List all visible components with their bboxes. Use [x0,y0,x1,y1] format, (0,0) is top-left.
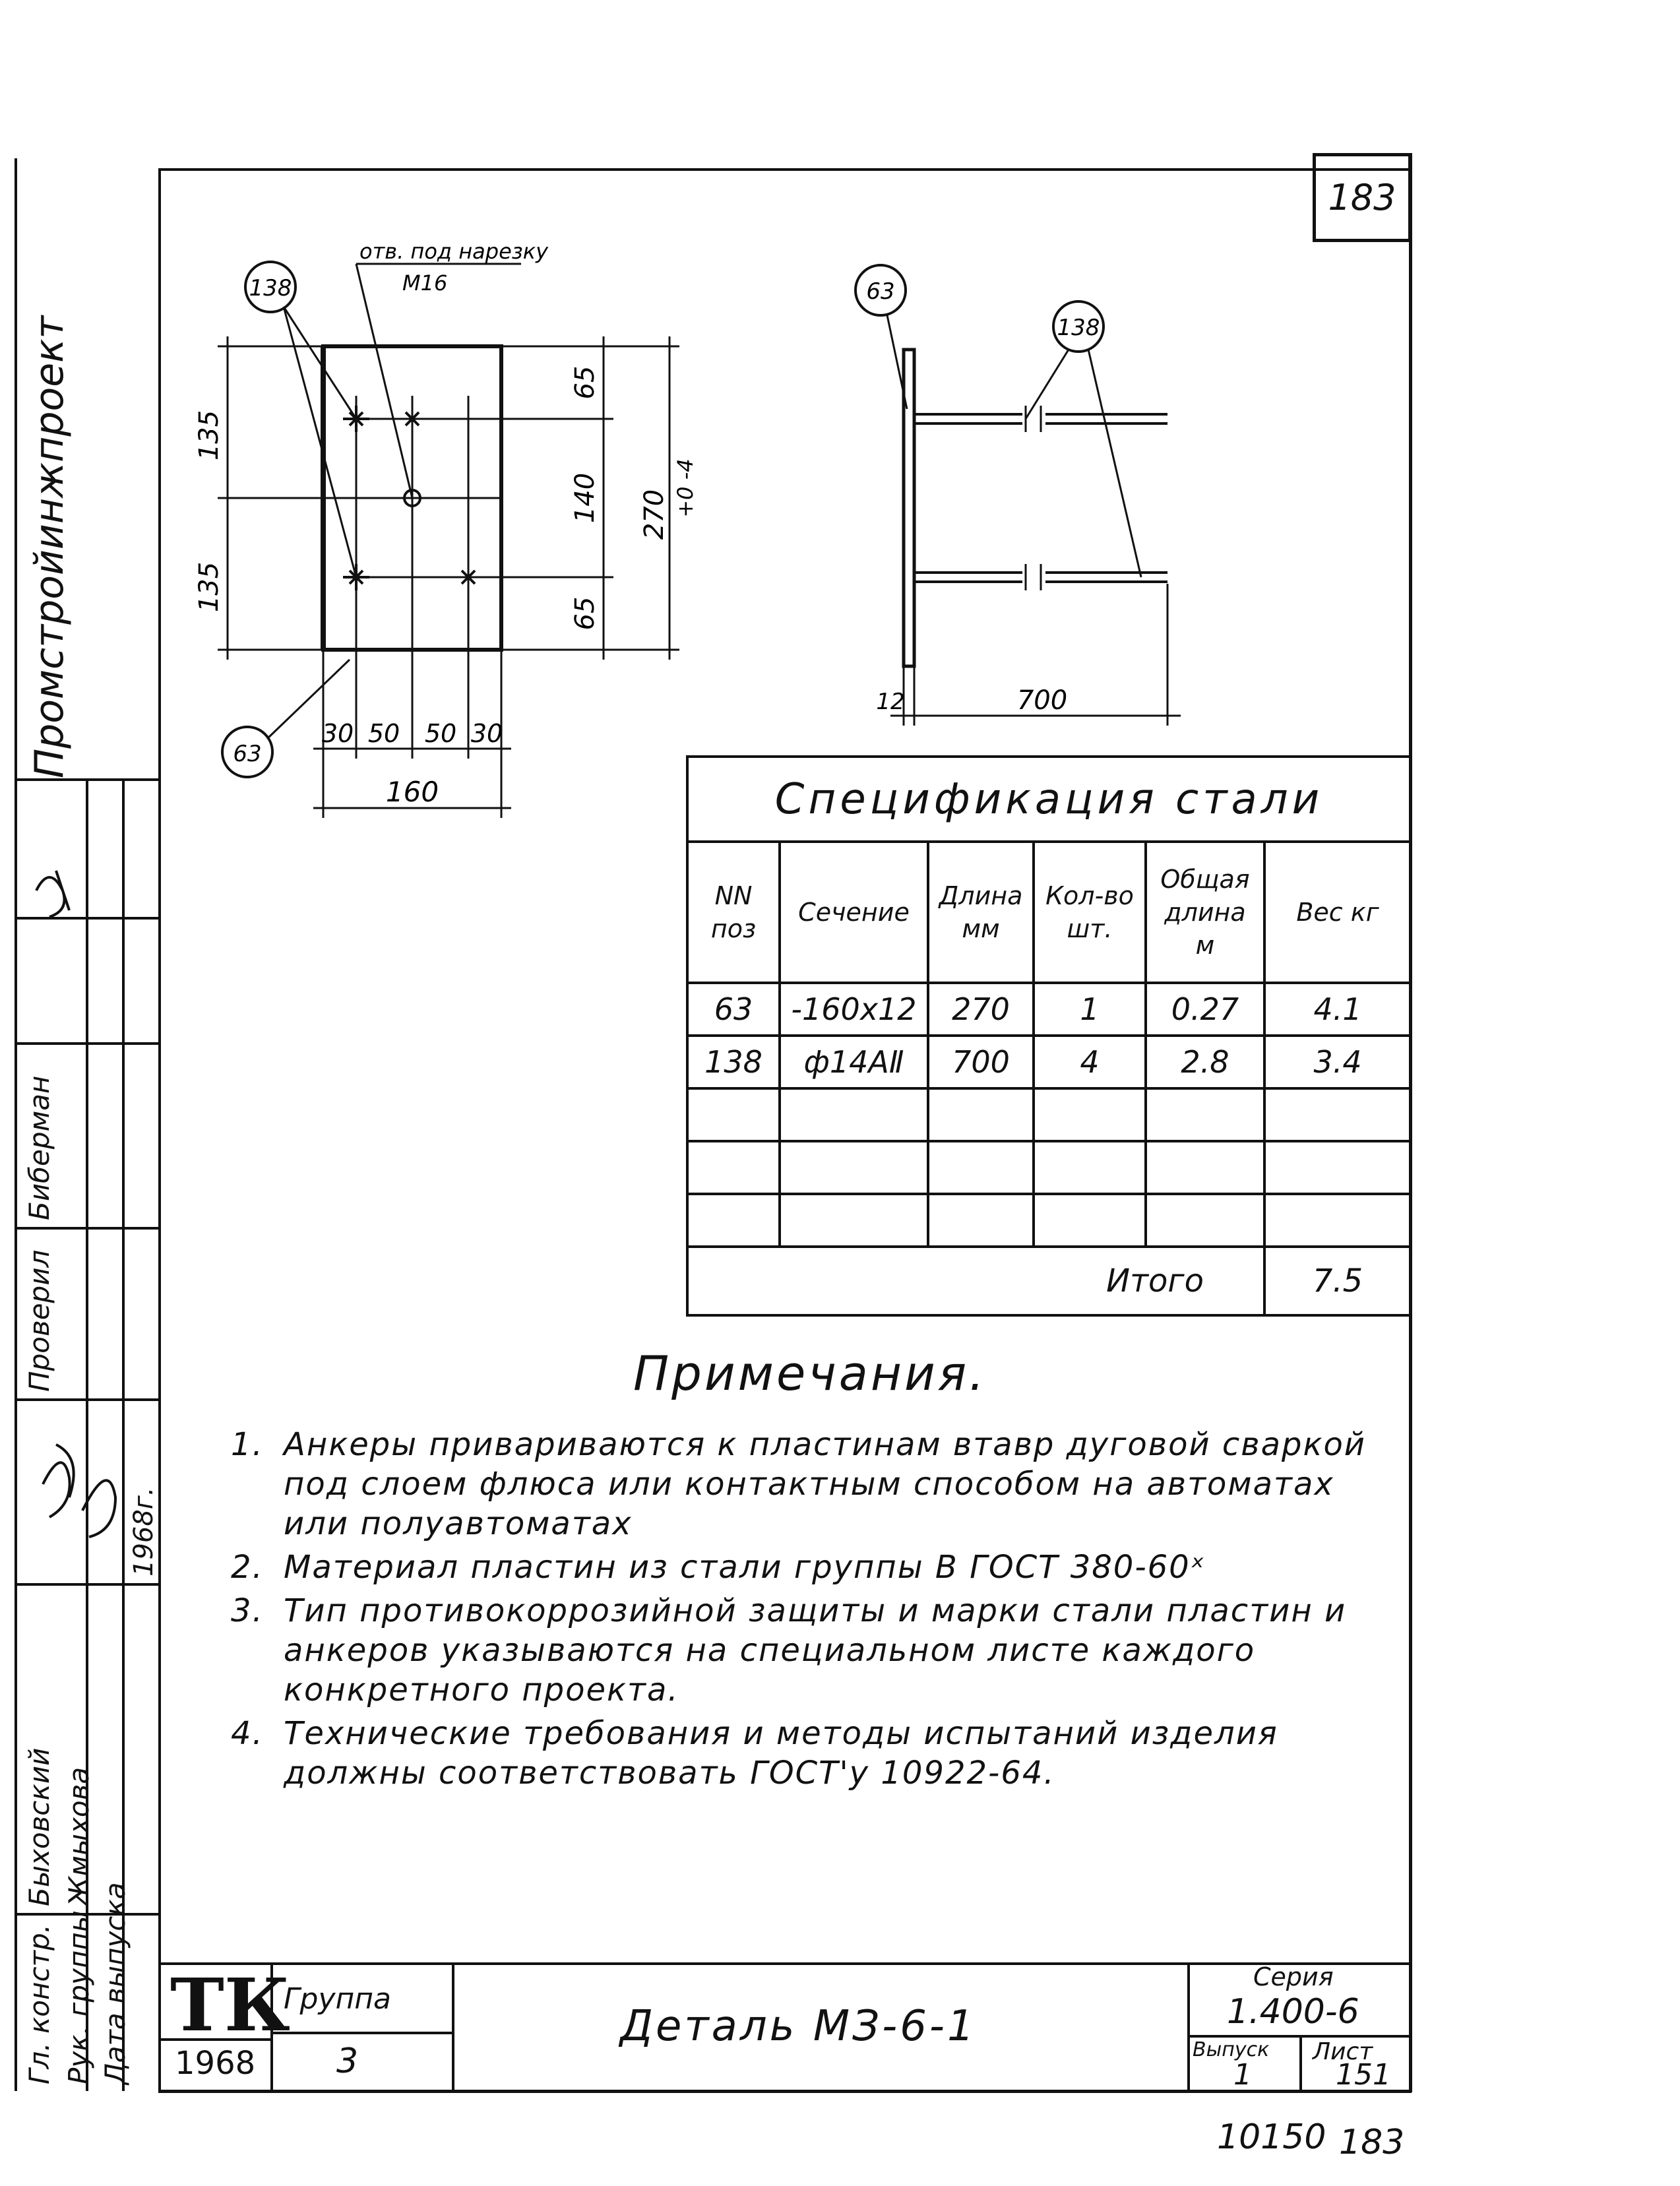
stamp-line [15,1583,160,1586]
table-cell [1264,1194,1411,1247]
page-number: 183 [1328,177,1396,218]
tb-sheet-value: 151 [1336,2058,1391,2092]
page-number-box [1313,153,1412,242]
total-row [687,1247,1411,1315]
table-cell [1146,1194,1264,1247]
table-cell [1034,1088,1146,1141]
side-view-drawing [824,251,1233,752]
table-cell: 700 [928,1036,1034,1088]
note-text: Материал пластин из стали группы В ГОСТ 380-60ˣ [284,1549,1206,1586]
table-cell: 270 [928,983,1034,1036]
note-number: 1. [231,1426,264,1463]
steel-spec-table [686,755,1412,1317]
table-cell [1264,1141,1411,1194]
callout-138-b: 138 [1057,315,1100,341]
dim-total: 270 [639,489,669,540]
table-cell [928,1088,1034,1141]
table-row [687,1141,1411,1194]
spec-header: NN поз [687,842,780,983]
stamp-col2-name: Биберман [23,1075,55,1220]
note-text: Технические требования и методы испытаний изделия должны соответствовать ГОСТ'у 10922-64. [284,1715,1278,1792]
note-item [231,1425,1392,1544]
dim-left-2: 135 [194,561,224,613]
table-cell [1034,1141,1146,1194]
table-cell: 1 [1034,983,1146,1036]
signature-scribbles [16,851,148,1577]
stamp-role-3: Дата выпуска [99,1882,131,2084]
spec-header: Вес кг [1264,842,1411,983]
notes-list [231,1425,1392,1793]
note-number: 2. [231,1549,264,1586]
tb-series-value: 1.400-6 [1227,1992,1359,2032]
dim-right-1: 65 [570,365,600,400]
table-row [687,1036,1411,1088]
stamp-role-1: Гл. констр. [23,1923,55,2084]
table-cell [687,1141,780,1194]
dim-bottom-1: 30 [321,719,354,748]
table-cell [780,1141,928,1194]
table-cell [1034,1194,1146,1247]
stamp-role-2: Рук. группы [63,1910,95,2084]
dim-bottom-3: 50 [424,719,457,748]
dim-width: 160 [385,776,439,808]
table-cell: -160х12 [780,983,928,1036]
table-cell [687,1194,780,1247]
table-cell [928,1194,1034,1247]
table-cell: 4.1 [1264,983,1411,1036]
table-cell: 138 [687,1036,780,1088]
table-cell: 63 [687,983,780,1036]
tb-group-label: Группа [284,1982,391,2016]
table-cell [780,1194,928,1247]
spec-header: Общая длина м [1146,842,1264,983]
table-cell: 0.27 [1146,983,1264,1036]
dim-left-1: 135 [194,410,224,461]
table-row [687,1088,1411,1141]
table-cell: 3.4 [1264,1036,1411,1088]
spec-header: Кол-во шт. [1034,842,1146,983]
tk-logo: ТК [170,1962,290,2047]
table-cell: 2.8 [1146,1036,1264,1088]
spec-header: Сечение [780,842,928,983]
callout-63-b: 63 [866,278,895,305]
tb-group-value: 3 [336,2042,359,2081]
total-value: 7.5 [1264,1247,1411,1315]
note-item [231,1714,1392,1793]
table-cell: 4 [1034,1036,1146,1088]
table-cell [1264,1088,1411,1141]
plate-drawing [191,237,719,831]
hole-note-2: М16 [402,270,448,296]
table-cell [687,1088,780,1141]
callout-63-a: 63 [233,741,262,767]
table-cell [1146,1141,1264,1194]
note-item [231,1591,1392,1710]
dim-bottom-4: 30 [470,719,503,748]
dim-thick: 12 [876,689,905,715]
table-cell: ф14АⅡ [780,1036,928,1088]
tb-title: Деталь МЗ-6-1 [620,2002,977,2051]
note-number: 4. [231,1715,264,1752]
callout-138-a: 138 [249,275,292,301]
tb-issue-label: Выпуск [1193,2038,1270,2061]
hole-note-1: отв. под нарезку [359,239,549,264]
table-cell [780,1088,928,1141]
note-text: Анкеры привариваются к пластинам втавр дуговой сваркой под слоем флюса или контактным способом на автоматах или полуавтоматах [284,1426,1366,1542]
stamp-name-1: Быховский [23,1747,55,1906]
table-cell [928,1141,1034,1194]
tb-issue-value: 1 [1233,2058,1252,2092]
stamp-name-2: Жмыхова [63,1766,95,1906]
dim-length: 700 [1016,685,1068,716]
note-number: 3. [231,1592,264,1629]
tb-series-label: Серия [1253,1962,1334,1991]
table-cell [1146,1088,1264,1141]
note-text: Тип противокоррозийной защиты и марки стали пластин и анкеров указываются на специальном листе каждого конкретного проекта. [284,1592,1347,1708]
table-row [687,983,1411,1036]
frame-left [158,168,161,2091]
stamp-checked-label: Проверил [23,1249,55,1392]
total-label: Итого [687,1247,1264,1315]
stamp-year: 1968г. [129,1487,159,1577]
spec-title: Спецификация стали [687,757,1411,842]
footer-code: 10150 [1217,2117,1326,2157]
spec-header: Длина мм [928,842,1034,983]
dim-total-tol: +0 -4 [673,458,698,518]
notes-title: Примечания. [633,1346,987,1401]
footer-page: 183 [1339,2123,1405,2162]
note-item [231,1547,1392,1587]
frame-top [158,168,1412,171]
tb-sheet-label: Лист [1313,2038,1373,2065]
tb-year: 1968 [175,2045,256,2082]
dim-right-3: 65 [570,596,600,631]
table-row [687,1194,1411,1247]
title-block [158,1962,1412,2091]
dim-bottom-2: 50 [367,719,400,748]
org-name: Промстройинжпроект [26,315,73,778]
dim-right-2: 140 [570,472,600,524]
